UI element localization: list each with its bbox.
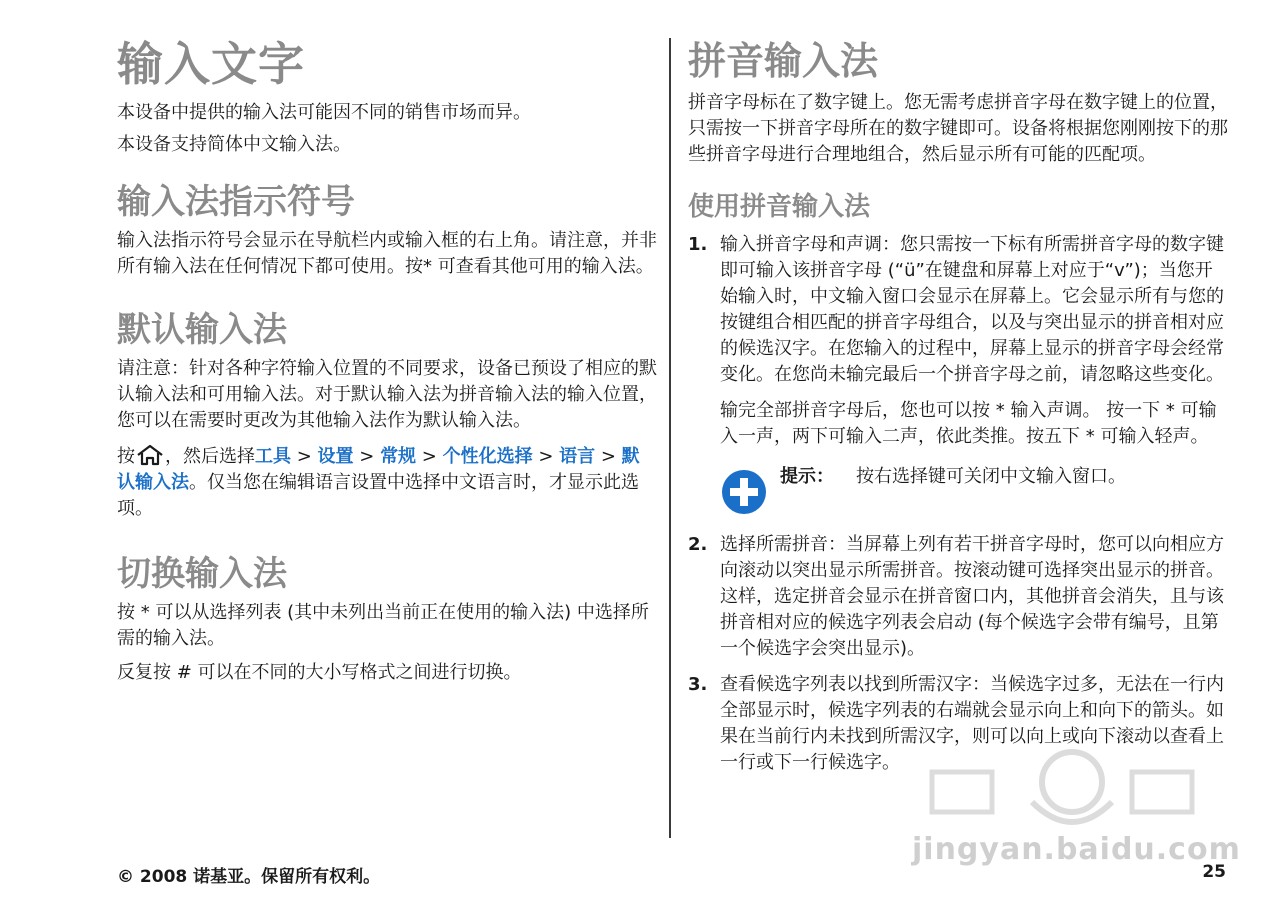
pinyin-intro-paragraph: 拼音字母标在了数字键上。您无需考虑拼音字母在数字键上的位置，只需按一下拼音字母所在的数字键即可。设备将根据您刚刚按下的那些拼音字母进行合理地组合，然后显示所有可能的匹配项。: [688, 92, 1228, 165]
menu-link-tools[interactable]: 工具: [255, 446, 291, 467]
right-column: [688, 36, 1228, 786]
intro-paragraph-1: 本设备中提供的输入法可能因不同的销售市场而异。: [117, 102, 531, 123]
path-separator: >: [416, 446, 443, 467]
switch-method-heading: 切换输入法: [117, 554, 287, 594]
path-separator: >: [532, 446, 560, 467]
menu-link-general[interactable]: 常规: [380, 446, 417, 467]
home-key-icon: [135, 444, 165, 466]
step-number: 2.: [688, 534, 708, 555]
default-method-heading: 默认输入法: [117, 310, 287, 350]
default-method-paragraph: 请注意：针对各种字符输入位置的不同要求，设备已预设了相应的默认输入法和可用输入法。对于默认输入法为拼音输入法的输入位置，您可以在需要时更改为其他输入法作为默认输入法。: [117, 358, 657, 431]
tip-text: 按右选择键可关闭中文输入窗口。: [856, 466, 1126, 487]
left-column: [117, 36, 657, 686]
list-item: [688, 532, 1228, 662]
tip-label: 提示：: [780, 466, 834, 487]
switch-paragraph-1: 按 * 可以从选择列表 (其中未列出当前正在使用的输入法) 中选择所需的输入法。: [117, 602, 649, 649]
path-separator: >: [291, 446, 318, 467]
step-text: 查看候选字列表以找到所需汉字：当候选字过多，无法在一行内全部显示时，候选字列表的右端就会显示向上和向下的箭头。如果在当前行内未找到所需汉字，则可以向上或向下滚动以查看上一行或下一行候选字。: [720, 674, 1224, 773]
path-separator: >: [353, 446, 381, 467]
intro-paragraph-2: 本设备支持简体中文输入法。: [117, 134, 351, 155]
list-item: [688, 232, 1228, 522]
column-divider: [669, 38, 671, 838]
menu-link-settings[interactable]: 设置: [317, 446, 354, 467]
step-text: 输入拼音字母和声调：您只需按一下标有所需拼音字母的数字键即可输入该拼音字母 (“ü”在键盘和屏幕上对应于“v”)；当您开始输入时，中文输入窗口会显示在屏幕上。它会显示所有与您的按键组合相匹配的拼音字母组合，以及与突出显示的拼音相对应的候选汉字。在您输入的过程中，屏幕上显示的拼音字母会经常变化。在您尚未输完最后一个拼音字母之前，请忽略这些变化。: [720, 234, 1224, 385]
pinyin-heading: 拼音输入法: [688, 39, 879, 83]
steps-list: [688, 232, 1228, 776]
menu-link-personalization[interactable]: 个性化选择: [442, 446, 533, 467]
step-number: 1.: [688, 234, 708, 255]
plus-circle-icon: [720, 468, 768, 516]
settings-path-paragraph: [117, 444, 657, 522]
press-text: 按: [117, 446, 135, 467]
step-text-continued: 输完全部拼音字母后，您也可以按 * 输入声调。 按一下 * 可输入一声，两下可输入二声，依此类推。按五下 * 可输入轻声。: [720, 400, 1217, 447]
then-select-text: ，然后选择: [165, 446, 255, 467]
step-text: 选择所需拼音：当屏幕上列有若干拼音字母时，您可以向相应方向滚动以突出显示所需拼音。按滚动键可选择突出显示的拼音。这样，选定拼音会显示在拼音窗口内，其他拼音会消失，且与该拼音相对应的候选字列表会启动 (每个候选字会带有编号，且第一个候选字会突出显示)。: [720, 534, 1224, 659]
page-title: 输入文字: [117, 37, 305, 91]
switch-paragraph-2: 反复按 # 可以在不同的大小写格式之间进行切换。: [117, 662, 522, 683]
page-number: 25: [1202, 862, 1226, 882]
list-item: [688, 672, 1228, 776]
step-number: 3.: [688, 674, 708, 695]
path-separator: >: [595, 446, 622, 467]
indicator-heading: 输入法指示符号: [117, 182, 355, 222]
path-tail-text: 。仅当您在编辑语言设置中选择中文语言时，才显示此选项。: [117, 472, 639, 519]
watermark-text: jingyan.baidu.com: [912, 832, 1241, 867]
copyright-text: © 2008 诺基亚。保留所有权利。: [117, 867, 381, 887]
tip-box: [720, 464, 1228, 522]
indicator-paragraph: 输入法指示符号会显示在导航栏内或输入框的右上角。请注意，并非所有输入法在任何情况下都可使用。按* 可查看其他可用的输入法。: [117, 230, 657, 277]
menu-link-default-input[interactable]: 默认输入法: [117, 446, 640, 493]
use-pinyin-subheading: 使用拼音输入法: [688, 192, 871, 222]
menu-link-language[interactable]: 语言: [559, 446, 596, 467]
